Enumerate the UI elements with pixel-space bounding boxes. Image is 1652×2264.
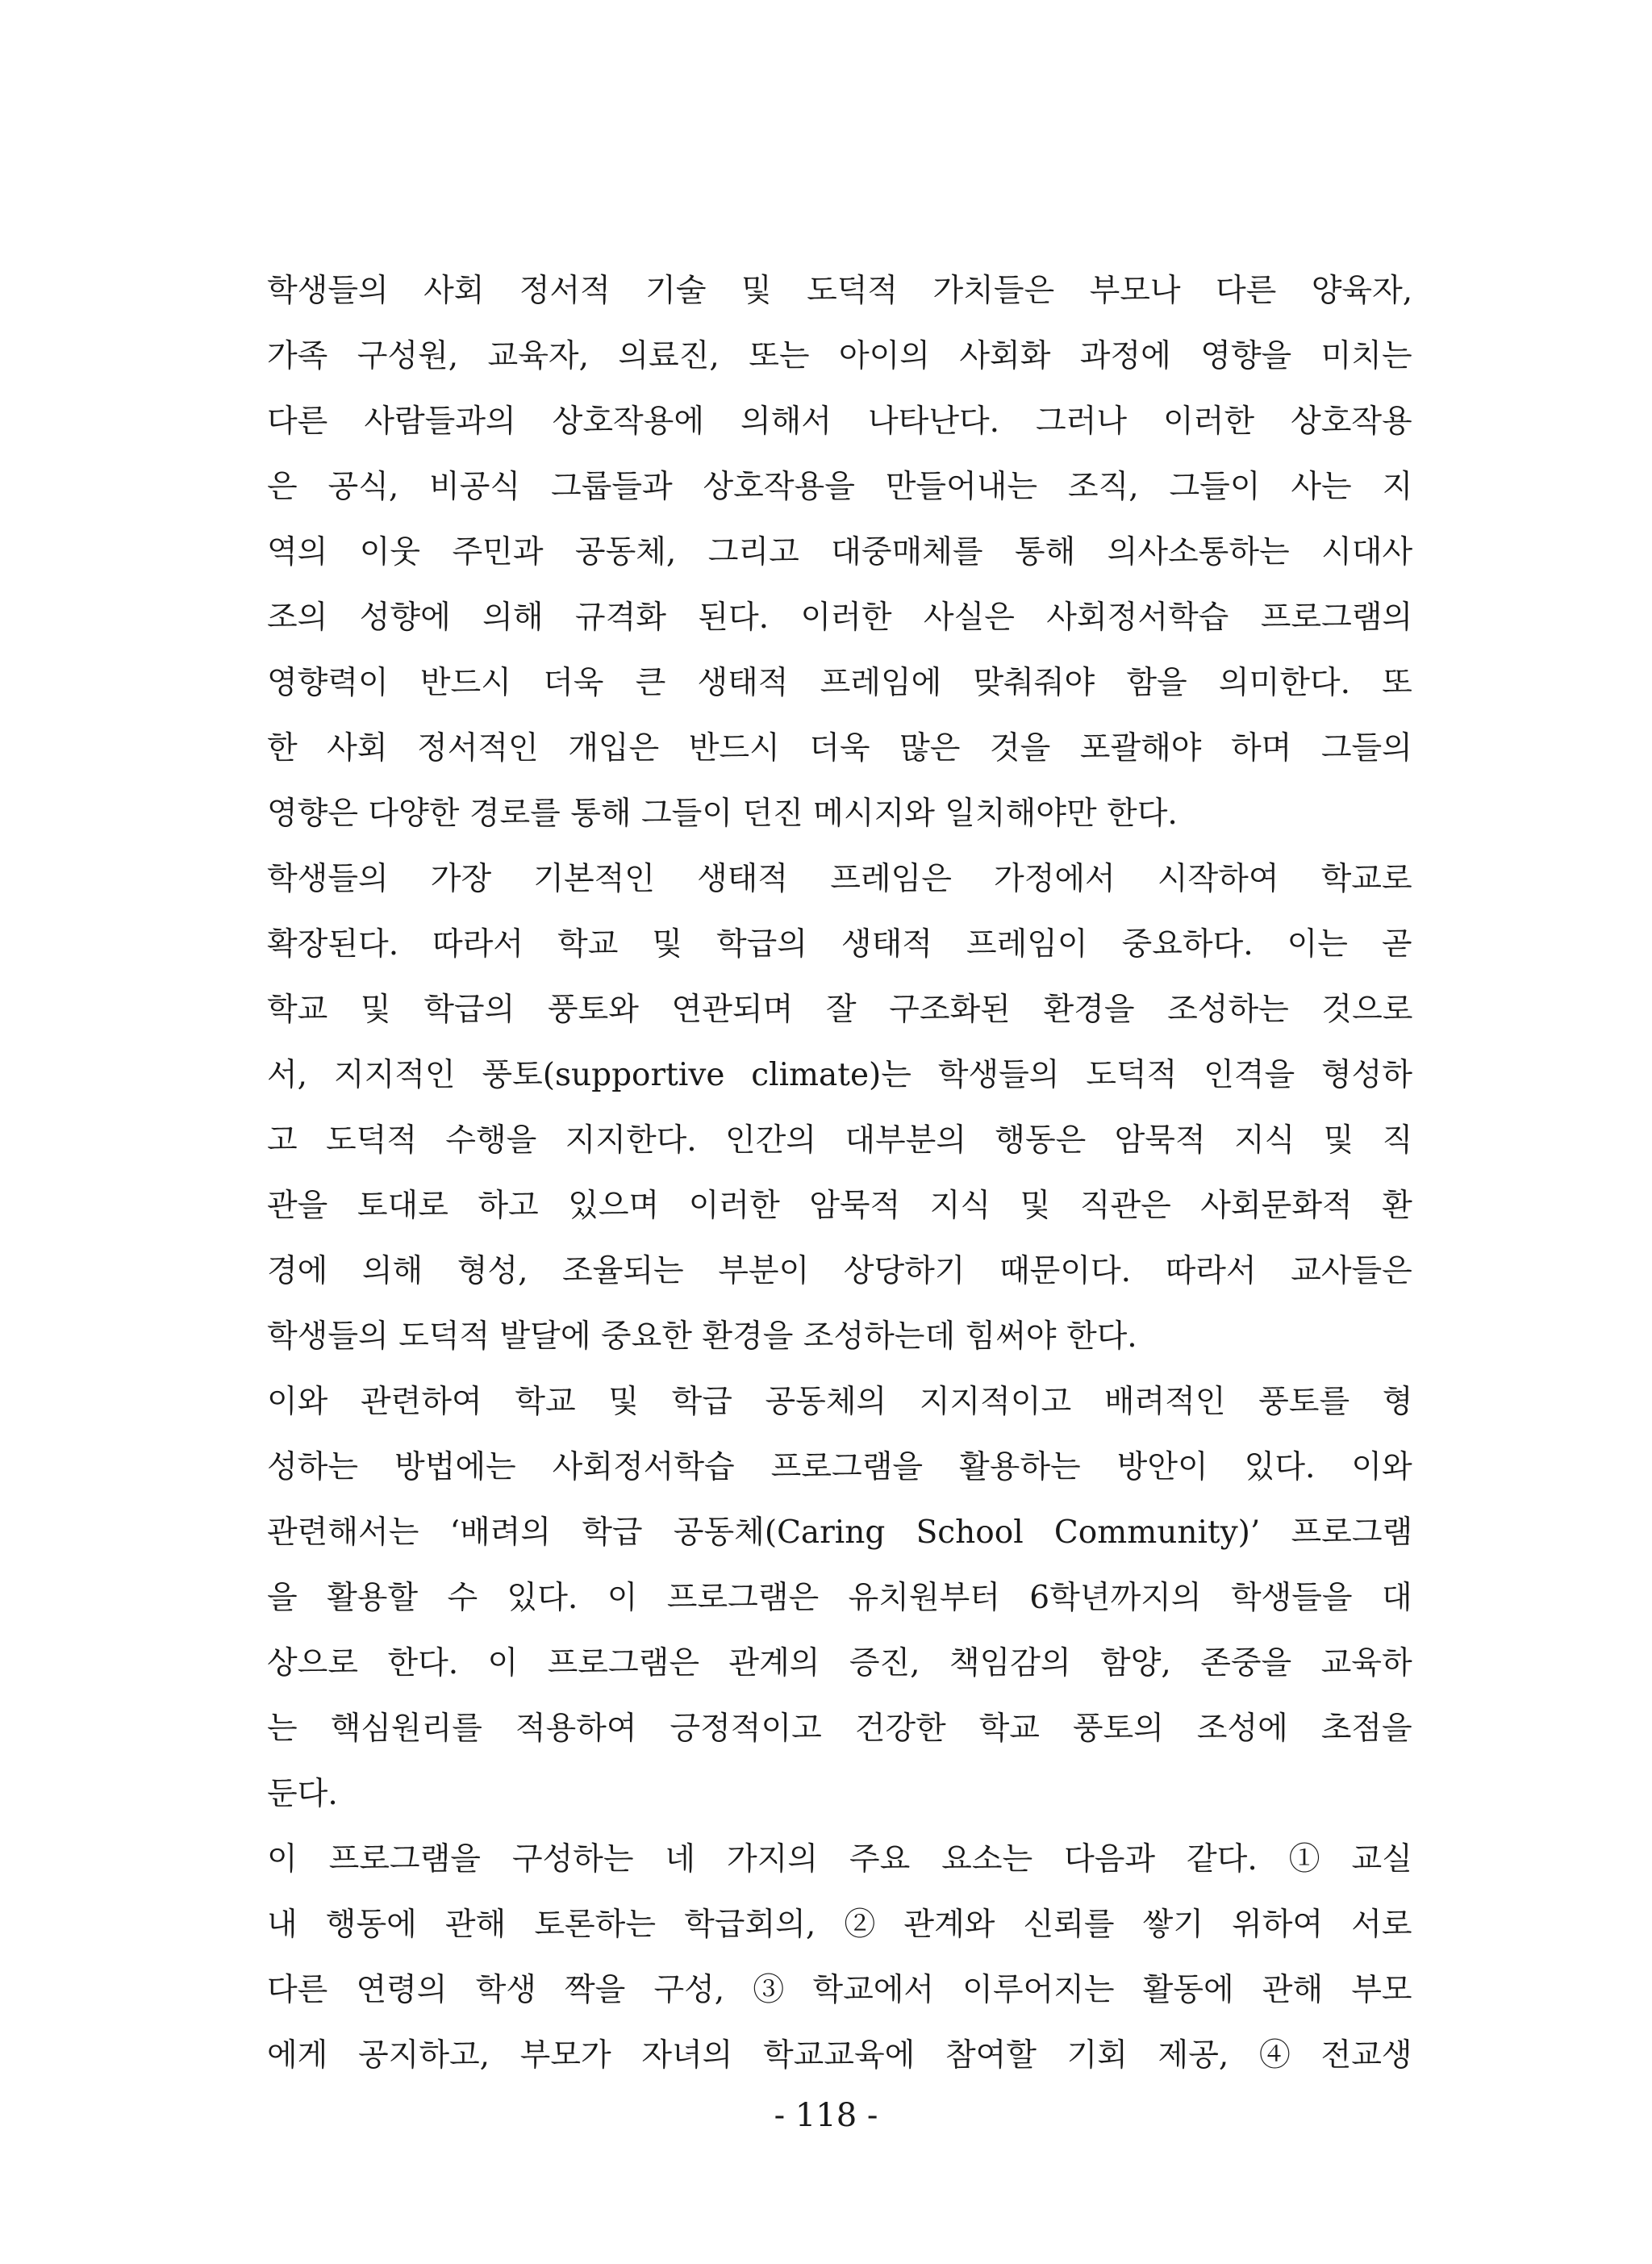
text-line: 역의 이웃 주민과 공동체, 그리고 대중매체를 통해 의사소통하는 시대사: [267, 534, 1412, 570]
text-line: 상으로 한다. 이 프로그램은 관계의 증진, 책임감의 함양, 존중을 교육하: [267, 1645, 1412, 1681]
text-line: 에게 공지하고, 부모가 자녀의 학교교육에 참여할 기회 제공, ④ 전교생: [267, 2037, 1412, 2074]
page-number: - 118 -: [774, 2097, 878, 2134]
text-line: 조의 성향에 의해 규격화 된다. 이러한 사실은 사회정서학습 프로그램의: [267, 599, 1412, 636]
text-line: 관을 토대로 하고 있으며 이러한 암묵적 지식 및 직관은 사회문화적 환: [267, 1188, 1412, 1224]
text-line: 는 핵심원리를 적용하여 긍정적이고 건강한 학교 풍토의 조성에 초점을: [267, 1711, 1412, 1747]
text-line: 가족 구성원, 교육자, 의료진, 또는 아이의 사회화 과정에 영향을 미치는: [267, 338, 1412, 374]
text-line: 확장된다. 따라서 학교 및 학급의 생태적 프레임이 중요하다. 이는 곧: [267, 926, 1412, 963]
text-line: 은 공식, 비공식 그룹들과 상호작용을 만들어내는 조직, 그들이 사는 지: [267, 469, 1412, 505]
text-line: 학생들의 도덕적 발달에 중요한 환경을 조성하는데 힘써야 한다.: [267, 1318, 1137, 1355]
text-line: 관련해서는 ‘배려의 학급 공동체(Caring School Community)’ 프로그램: [267, 1514, 1412, 1551]
text-line: 성하는 방법에는 사회정서학습 프로그램을 활용하는 방안이 있다. 이와: [267, 1449, 1412, 1485]
text-line: 학교 및 학급의 풍토와 연관되며 잘 구조화된 환경을 조성하는 것으로: [267, 992, 1412, 1028]
text-line: 다른 사람들과의 상호작용에 의해서 나타난다. 그러나 이러한 상호작용: [267, 403, 1412, 440]
text-line: 다른 연령의 학생 짝을 구성, ③ 학교에서 이루어지는 활동에 관해 부모: [267, 1972, 1412, 2008]
text-line: 이 프로그램을 구성하는 네 가지의 주요 요소는 다음과 같다. ① 교실: [267, 1841, 1412, 1878]
text-line: 을 활용할 수 있다. 이 프로그램은 유치원부터 6학년까지의 학생들을 대: [267, 1580, 1412, 1616]
text-line: 이와 관련하여 학교 및 학급 공동체의 지지적이고 배려적인 풍토를 형: [267, 1384, 1412, 1420]
text-line: 경에 의해 형성, 조율되는 부분이 상당하기 때문이다. 따라서 교사들은: [267, 1253, 1412, 1289]
text-line: 서, 지지적인 풍토(supportive climate)는 학생들의 도덕적 인격을 형성하: [267, 1057, 1412, 1093]
text-line: 내 행동에 관해 토론하는 학급회의, ② 관계와 신뢰를 쌓기 위하여 서로: [267, 1907, 1412, 1943]
text-line: 둔다.: [267, 1776, 338, 1812]
body-text: [267, 258, 1412, 2088]
text-line: 한 사회 정서적인 개입은 반드시 더욱 많은 것을 포괄해야 하며 그들의: [267, 730, 1412, 767]
text-line: 영향력이 반드시 더욱 큰 생태적 프레임에 맞춰줘야 함을 의미한다. 또: [267, 665, 1412, 701]
text-line: 학생들의 가장 기본적인 생태적 프레임은 가정에서 시작하여 학교로: [267, 861, 1412, 897]
text-line: 고 도덕적 수행을 지지한다. 인간의 대부분의 행동은 암묵적 지식 및 직: [267, 1122, 1412, 1159]
text-line: 영향은 다양한 경로를 통해 그들이 던진 메시지와 일치해야만 한다.: [267, 796, 1178, 832]
text-line: 학생들의 사회 정서적 기술 및 도덕적 가치들은 부모나 다른 양육자,: [267, 273, 1412, 309]
